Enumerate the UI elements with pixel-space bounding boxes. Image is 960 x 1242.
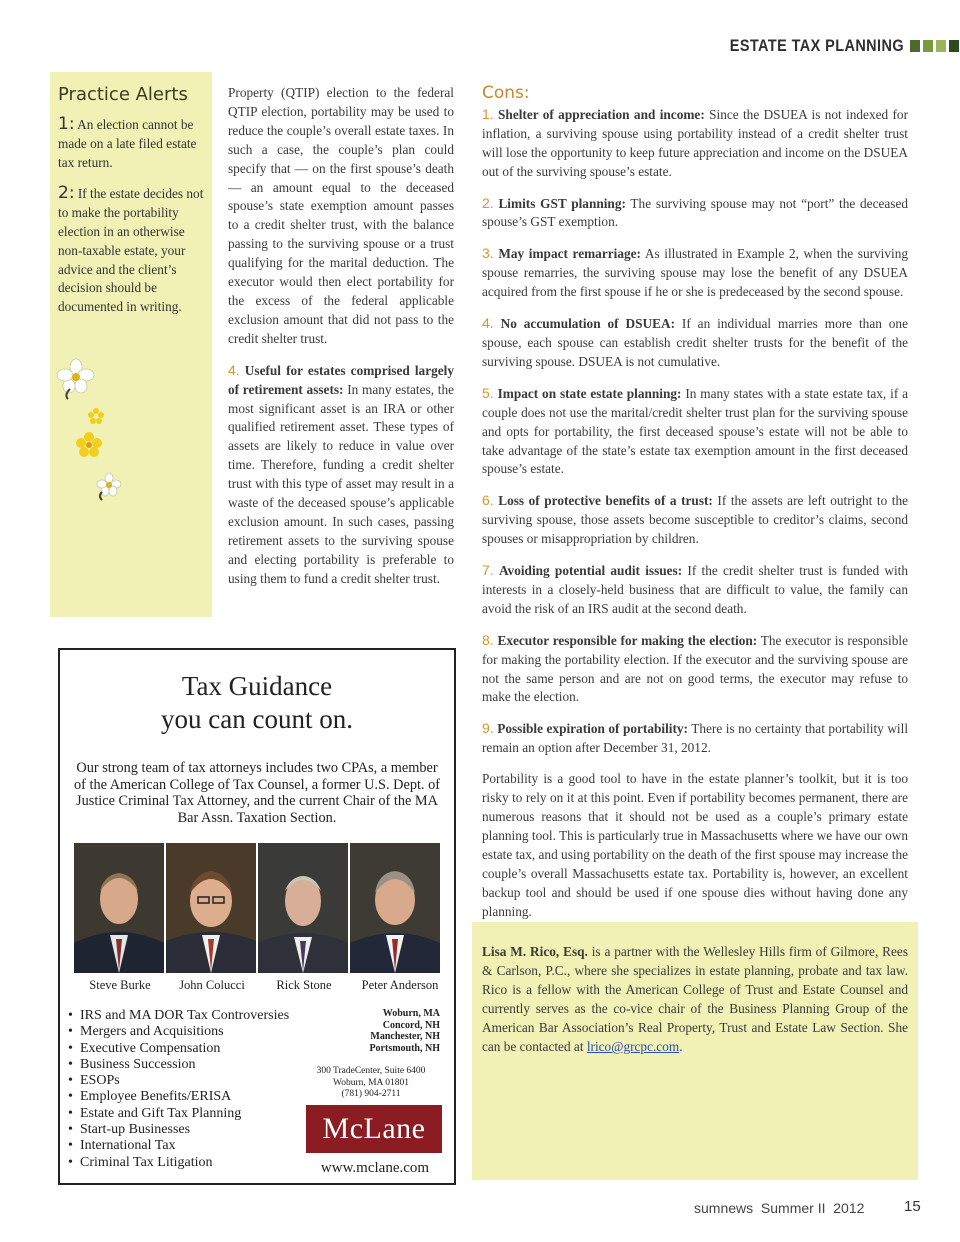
portrait-photo: [258, 843, 348, 973]
author-bio-box: [472, 922, 918, 1180]
ad-website-link[interactable]: www.mclane.com: [320, 1160, 430, 1176]
list-item: • International Tax: [80, 1138, 289, 1154]
ad-title-line: you can count on.: [161, 704, 353, 734]
item-title: Limits GST planning:: [498, 195, 626, 211]
item-text: There is no certainty that portability will remain an option after December 31, 2012.: [482, 721, 909, 756]
item-text: The surviving spouse may not “port” the deceased spouse’s GST exemption.: [482, 195, 909, 230]
white-flower-icon: [56, 357, 96, 401]
ad-title: [60, 670, 454, 736]
mclane-logo: McLane: [306, 1105, 442, 1153]
alert-item: [58, 184, 204, 317]
cons-item: [482, 194, 908, 233]
cons-heading: Cons:: [482, 83, 530, 103]
list-item: • Executive Compensation: [80, 1041, 289, 1057]
item-text: In many estates, the most significant asset is an IRA or other qualified retirement asset. These types of assets are likely to reduce in value over time. Therefore, funding a credit shelter trust with this type of asset may result in a waste of the deceased spouse’s applicable exclusion amount. In such cases, passing retirement assets to the surviving spouse and electing portability is preferable to using them to fund a credit shelter trust.: [228, 381, 454, 586]
yellow-flower-icon: [76, 432, 102, 458]
cons-item: [482, 314, 908, 372]
item-number: 6.: [482, 492, 494, 509]
portrait-photo: [166, 843, 256, 973]
cons-item: [482, 631, 908, 708]
item-number: 8.: [482, 631, 494, 648]
alert-text: If the estate decides not to make the portability election in an otherwise non-taxable estate, your advice and the client’s decision should be documented in writing.: [58, 186, 204, 315]
item-title: Impact on state estate planning:: [497, 385, 682, 401]
practice-alerts-title: Practice Alerts: [58, 84, 188, 105]
item-text: Since the DSUEA is not indexed for inflation, a surviving spouse using portability instead of a credit shelter trust will lose the opportunity to keep future appreciation and income on the DSUEA out of the surviving spouse’s estate.: [482, 106, 908, 179]
services-list: [66, 1008, 289, 1171]
portrait-photo: [74, 843, 164, 973]
yellow-flower-icon: [88, 408, 104, 424]
list-item: • Business Succession: [80, 1057, 289, 1073]
alert-item: [58, 115, 204, 172]
address-line: Woburn, MA 01801: [332, 1077, 410, 1088]
item-title: Executor responsible for making the election:: [497, 632, 758, 648]
item-title: Loss of protective benefits of a trust:: [498, 493, 713, 509]
list-item: • Mergers and Acquisitions: [80, 1024, 289, 1040]
ad-description: Our strong team of tax attorneys includes two CPAs, a member of the American College of Tax Counsel, a former U.S. Dept. of Justice Criminal Tax Attorney, and the current Chair of the MA Bar Assn. Taxation Section.: [74, 760, 440, 826]
person-name: John Colucci: [179, 978, 245, 992]
item-number: 3.: [482, 245, 494, 262]
author-email-link[interactable]: lrico@grcpc.com: [586, 1039, 680, 1054]
bio-text: is a partner with the Wellesley Hills firm of Gilmore, Rees & Carlson, P.C., where she specializes in estate planning, probate and tax law. Rico is a fellow with the American College of Trust and Estate Counsel and currently serves as the co-vice chair of the Business Planning Group of the American Bar Association’s Real Property, Trust and Estate Law Section. She can be contacted at: [482, 944, 908, 1054]
bio-end: .: [679, 1039, 683, 1054]
item-number: 4.: [228, 361, 240, 378]
header-color-blocks: [910, 40, 959, 52]
office-location: Concord, NH: [382, 1019, 440, 1031]
list-item: • Criminal Tax Litigation: [80, 1155, 289, 1171]
item-text: If an individual marries more than one spouse, each spouse can establish credit shelter trusts for the benefit of the surviving spouse. DSUEA is not cumulative.: [482, 316, 908, 369]
page-number: 15: [904, 1198, 921, 1215]
item-number: 2.: [482, 194, 494, 211]
item-text: As illustrated in Example 2, when the surviving spouse remarries, the surviving spouse may lose the benefit of any DSUEA acquired from the first spouse if he or she is predeceased by the second spouse.: [482, 246, 908, 300]
section-title: ESTATE TAX PLANNING: [729, 36, 904, 55]
item-title: May impact remarriage:: [498, 246, 641, 262]
portrait-photo: [350, 843, 440, 973]
cons-item: [482, 244, 908, 302]
item-text: In many states with a state estate tax, if a couple does not use the marital/credit shelter trust plan for the surviving spouse and opts for portability, the first deceased spouse’s estate will not be able to take advantage of the state’s estate tax exemption amount in the first deceased spouse’s estate.: [482, 385, 909, 477]
alert-number: 1:: [58, 114, 75, 134]
item-title: Avoiding potential audit issues:: [498, 563, 683, 579]
mclane-advertisement: [58, 648, 456, 1185]
item-title: No accumulation of DSUEA:: [500, 316, 675, 332]
item-text: If the credit shelter trust is funded with interests in a closely-held business that are difficult to value, the family can avoid the risk of an IRS audit at the second death.: [482, 563, 908, 616]
item-text: If the assets are left outright to the surviving spouse, those assets become susceptible to creditor’s claims, second spouses or misappropriation by children.: [482, 493, 909, 547]
author-name: Lisa M. Rico, Esq.: [482, 944, 588, 959]
alert-text: An election cannot be made on a late filed estate tax return.: [58, 117, 197, 170]
cons-item: [482, 384, 908, 480]
phone-number: (781) 904-2711: [341, 1089, 401, 1099]
paragraph: Property (QTIP) election to the federal QTIP election, portability may be used to reduce the couple’s overall estate taxes. In such a case, the couple’s plan could specify that — on the first spouse’s death — an amount equal to the deceased spouse’s state exemption amount passes to a credit shelter trust, with the balance passing to the surviving spouse or a trust qualifying for the marital deduction. The executor would then elect portability for the excess of the federal applicable exclusion amount that did not pass to the credit shelter trust.: [228, 85, 454, 346]
pros-item-4: [228, 361, 454, 589]
alert-number: 2:: [58, 183, 75, 204]
person-name: Peter Anderson: [361, 978, 439, 992]
office-location: Manchester, NH: [370, 1031, 440, 1042]
cons-column: [482, 84, 908, 933]
practice-alerts-box: [50, 72, 212, 617]
list-item: • Estate and Gift Tax Planning: [80, 1106, 289, 1122]
person-name: Steve Burke: [89, 978, 151, 992]
item-title: Possible expiration of portability:: [497, 721, 688, 737]
office-location: Portsmouth, NH: [369, 1042, 440, 1054]
cons-item: [482, 719, 908, 758]
office-locations: [369, 1008, 440, 1054]
item-number: 4.: [482, 315, 494, 332]
list-item: • Employee Benefits/ERISA: [80, 1089, 289, 1105]
item-number: 9.: [482, 720, 494, 737]
white-flower-icon: [96, 472, 122, 502]
footer-publication: sumnews Summer II 2012: [694, 1200, 865, 1216]
person-name: Rick Stone: [276, 978, 332, 992]
list-item: • ESOPs: [80, 1073, 289, 1089]
ad-address: [306, 1066, 436, 1101]
address-line: 300 TradeCenter, Suite 6400: [316, 1066, 426, 1076]
ad-title-line: Tax Guidance: [181, 671, 333, 701]
cons-item: [482, 561, 908, 619]
item-title: Useful for estates comprised largely of retirement assets:: [228, 362, 454, 397]
list-item: • Start-up Businesses: [80, 1122, 289, 1138]
item-title: Shelter of appreciation and income:: [498, 106, 705, 122]
item-number: 5.: [482, 384, 494, 401]
conclusion-paragraph: Portability is a good tool to have in the estate planner’s toolkit, but it is too risky to rely on it at this point. Even if portability becomes permanent, there are numerous reasons that it should not be used as a couple’s primary estate planning tool. This is particularly true in Massachusetts where we have our own estate tax, and using portability on the death of the first spouse may increase the couple’s overall Massachusetts estate tax. Portability is, however, an excellent backup tool and should be used if one spouse dies without having done any planning.: [482, 771, 908, 919]
item-number: 1.: [482, 105, 494, 122]
list-item: • IRS and MA DOR Tax Controversies: [80, 1008, 289, 1024]
cons-item: [482, 491, 908, 549]
middle-column: [228, 84, 454, 601]
item-text: The executor is responsible for making the portability election. If the executor and the surviving spouse are not the same person and are not on good terms, the executor may refuse to make the election.: [482, 632, 908, 705]
cons-item: [482, 105, 908, 182]
item-number: 7.: [482, 562, 494, 579]
office-location: Woburn, MA: [382, 1008, 440, 1019]
